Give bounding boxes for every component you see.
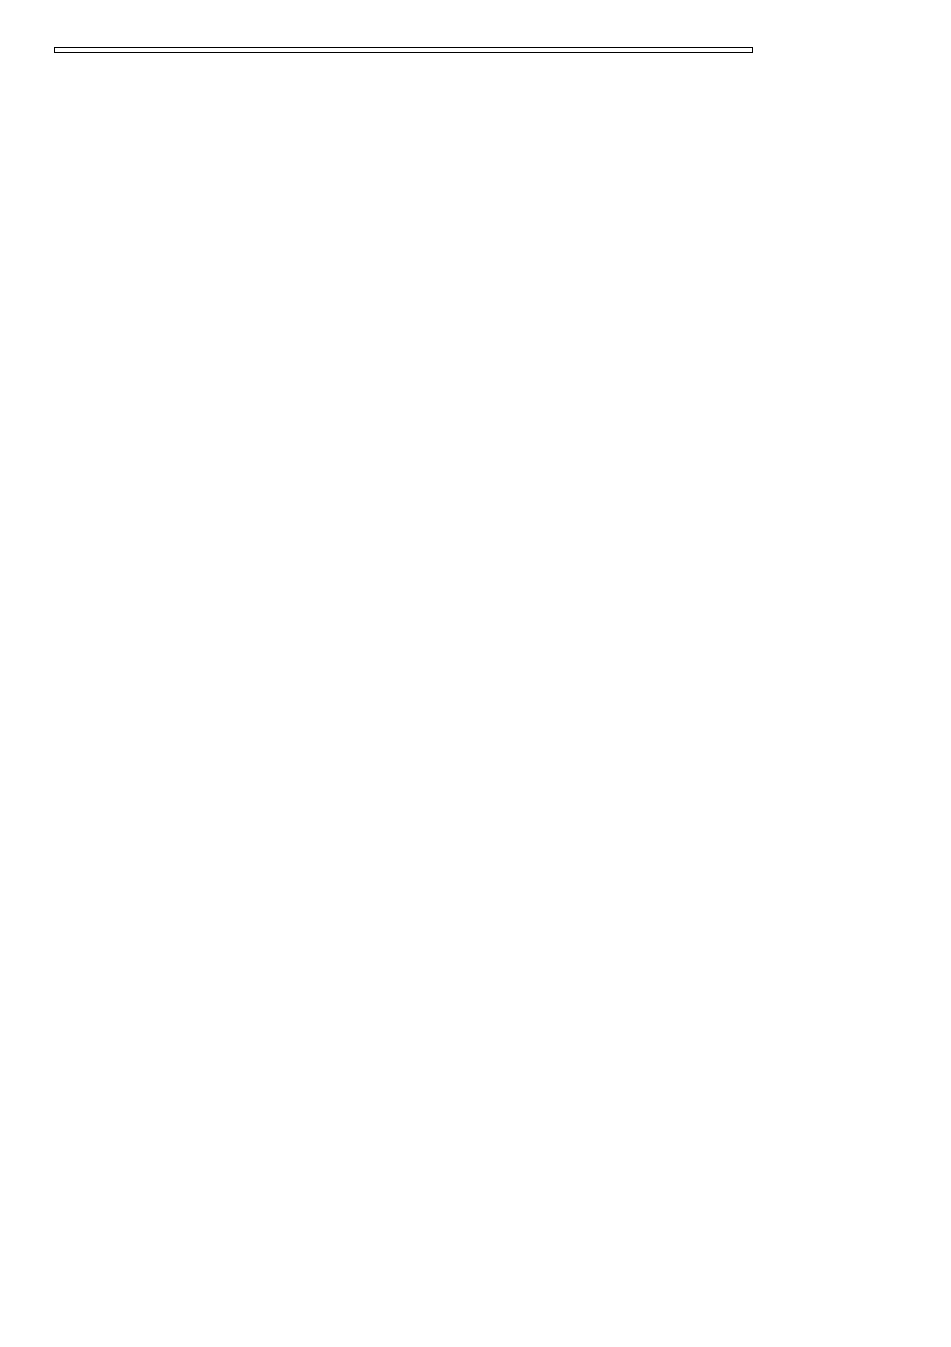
section6-heading xyxy=(55,78,900,103)
section6-body xyxy=(55,103,900,128)
document-page xyxy=(55,47,900,129)
section5-heading xyxy=(55,53,900,78)
